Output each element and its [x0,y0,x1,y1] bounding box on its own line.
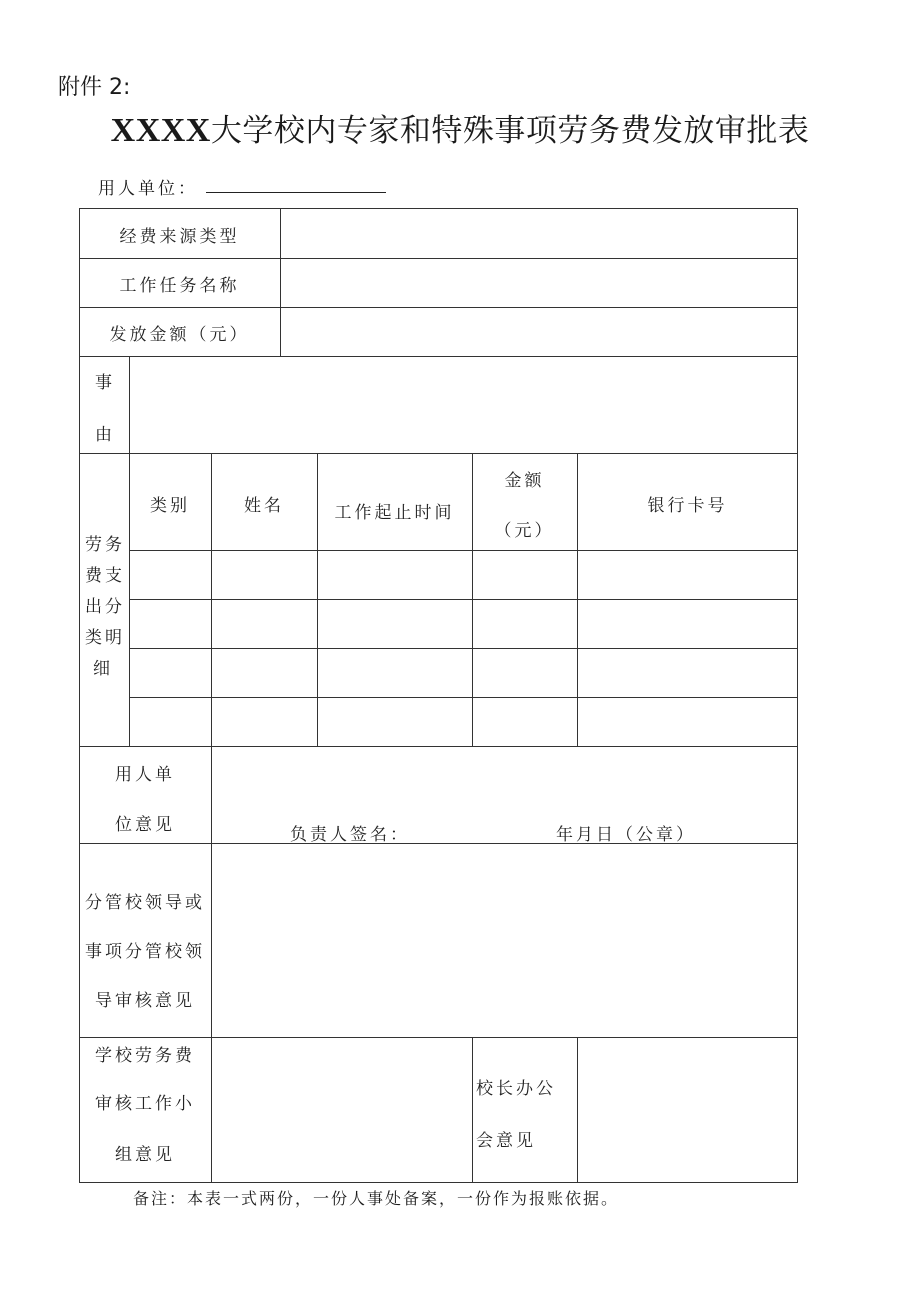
col-divider [472,453,473,746]
president-opinion-field[interactable] [578,1038,798,1183]
breakdown-side-label-2: 费支 [85,566,125,586]
president-opinion-label-1: 校长办公 [476,1079,556,1099]
header-period: 工作起止时间 [334,503,455,523]
form-title [0,105,920,150]
breakdown-side-label-3: 出分 [85,597,125,617]
employer-opinion-label-1: 用人单 [115,765,175,785]
row-divider [79,453,798,454]
reason-field[interactable] [130,357,798,453]
funding-source-label: 经费来源类型 [119,227,240,247]
col-divider [472,1037,473,1183]
row-divider [129,550,798,551]
header-category: 类别 [150,496,190,516]
president-opinion-label-2: 会意见 [476,1131,536,1151]
title-prefix: XXXX [110,112,211,149]
employer-opinion-label-2: 位意见 [115,815,175,835]
leader-opinion-label-3: 导审核意见 [95,991,195,1011]
leader-opinion-field[interactable] [212,844,798,1037]
breakdown-side-label-1: 劳务 [85,535,125,555]
task-name-field[interactable] [281,259,798,307]
group-opinion-label-2: 审核工作小 [95,1094,195,1114]
group-opinion-label-1: 学校劳务费 [95,1046,195,1066]
title-text: 大学校内专家和特殊事项劳务费发放审批表 [210,113,810,149]
row-divider [129,648,798,649]
employer-input-line[interactable] [206,192,386,193]
reason-label-1: 事 [95,373,115,393]
group-opinion-field[interactable] [212,1038,472,1183]
row-divider [129,697,798,698]
group-opinion-label-3: 组意见 [115,1145,175,1165]
breakdown-side-label-5: 细 [93,659,113,679]
attachment-label: 附件 2: [58,75,131,100]
reason-label-2: 由 [95,425,115,445]
header-amount-2: （元） [494,521,555,541]
footer-note: 备注：本表一式两份，一份人事处备案，一份作为报账依据。 [133,1189,620,1208]
row-divider [79,746,798,747]
header-amount-1: 金额 [504,471,545,491]
breakdown-side-label-4: 类明 [85,628,125,648]
funding-source-field[interactable] [281,209,798,258]
header-name: 姓名 [244,496,284,516]
row-divider [129,599,798,600]
leader-opinion-label-1: 分管校领导或 [85,893,205,913]
amount-label: 发放金额（元） [109,325,250,345]
leader-opinion-label-2: 事项分管校领 [85,942,205,962]
task-name-label: 工作任务名称 [119,276,240,296]
col-divider [317,453,318,746]
signature-label: 负责人签名： [290,825,410,845]
header-bank-card: 银行卡号 [647,496,728,516]
employer-label: 用人单位： [98,179,198,199]
date-seal-label: 年月日（公章） [556,825,696,845]
amount-field[interactable] [281,308,798,356]
